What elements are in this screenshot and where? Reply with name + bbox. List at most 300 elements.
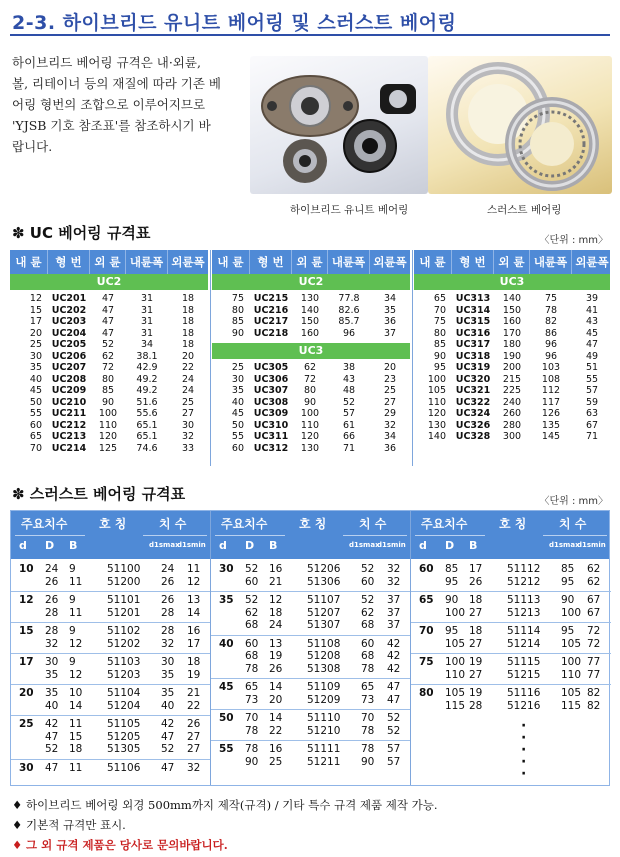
table-cell: 85 (101, 385, 115, 396)
table-cell: 42 (161, 718, 175, 730)
table-cell: 51307 (307, 619, 341, 631)
table-cell: 95 (433, 362, 446, 373)
table-row (414, 305, 610, 317)
col-outer: 외 륜 (292, 250, 328, 274)
table-cell: 96 (342, 327, 356, 339)
table-cell: 115 (561, 699, 582, 712)
table-cell: 42 (45, 718, 59, 730)
table-cell: 65 (433, 293, 446, 304)
table-cell: 45 (29, 385, 42, 396)
table-row (11, 718, 211, 731)
table-cell: 42 (387, 650, 401, 662)
note-text: 그 외 규격 제품은 당사로 문의바랍니다. (26, 838, 228, 852)
thrust-group (211, 743, 411, 768)
header-B: B (269, 539, 278, 552)
table-cell: 260 (502, 408, 522, 419)
thrust-group (11, 718, 211, 756)
table-cell: 10 (19, 563, 34, 575)
uc-header-row (212, 250, 410, 274)
header-da-min: d1smin (577, 541, 606, 549)
table-cell: UC209 (51, 385, 87, 396)
table-row (11, 731, 211, 744)
table-cell: 21 (269, 575, 283, 588)
row-separator (211, 678, 411, 679)
table-cell: 17 (469, 563, 483, 575)
table-row (212, 293, 410, 305)
diamond-bullet-icon: ♦ (12, 818, 23, 832)
table-cell: 90 (231, 327, 244, 339)
header-da-max: d1smax (349, 541, 380, 549)
table-cell: 125 (98, 442, 118, 454)
table-cell: 80 (101, 373, 115, 385)
table-cell: 145 (541, 431, 561, 442)
table-cell: 28 (161, 625, 175, 637)
table-cell: 51204 (107, 699, 141, 712)
header-D: D (445, 539, 455, 552)
table-row (10, 362, 208, 374)
table-cell: UC319 (455, 362, 491, 373)
table-cell: 73 (361, 693, 375, 706)
table-cell: 55 (231, 431, 244, 442)
intro-paragraph (12, 52, 274, 157)
col-model: 형 번 (48, 250, 90, 274)
table-cell: 13 (269, 637, 283, 650)
table-cell: 11 (69, 718, 83, 730)
table-cell: 57 (585, 385, 599, 396)
table-cell: 35 (45, 687, 59, 699)
table-cell: 57 (387, 755, 401, 768)
header-divider (143, 535, 207, 536)
table-cell: 31 (140, 316, 154, 327)
table-cell: 52 (245, 594, 259, 606)
table-cell: 51108 (307, 637, 341, 650)
header-code: 호 칭 (99, 517, 127, 531)
table-cell: 85.7 (338, 316, 360, 327)
row-separator (411, 653, 611, 654)
table-cell: 38.1 (136, 350, 158, 362)
table-cell: 120 (300, 431, 320, 442)
table-cell: 31 (140, 327, 154, 339)
header-da-max: d1smax (149, 541, 180, 549)
table-row (212, 431, 410, 443)
col-inner-width: 내륜폭 (530, 250, 572, 274)
table-cell: 12 (19, 594, 34, 606)
table-cell: 51 (585, 362, 599, 373)
table-cell: 68 (245, 619, 259, 631)
table-row (11, 669, 211, 682)
table-cell: 90 (361, 755, 375, 768)
table-cell: 32 (387, 563, 401, 575)
table-cell: 24 (181, 385, 195, 396)
table-cell: 24 (161, 563, 175, 575)
table-cell: 18 (181, 339, 195, 350)
table-cell: 13 (187, 594, 201, 606)
table-cell: 62 (587, 563, 601, 575)
table-row (211, 619, 411, 632)
table-cell: 16 (187, 625, 201, 637)
table-cell: 68 (361, 650, 375, 662)
table-cell: 51109 (307, 681, 341, 693)
table-cell: UC217 (253, 316, 289, 327)
table-cell: 160 (300, 327, 320, 339)
table-row (211, 607, 411, 620)
table-row (10, 385, 208, 397)
table-cell: 170 (502, 327, 522, 339)
table-cell: 180 (502, 339, 522, 350)
table-row (11, 576, 211, 589)
hybrid-unit-bearing-photo (250, 56, 428, 194)
table-cell: 47 (45, 730, 59, 743)
table-cell: 40 (219, 637, 234, 650)
table-cell: 30 (219, 563, 234, 575)
table-cell: 85 (561, 563, 575, 575)
table-cell: 105 (561, 687, 582, 699)
thrust-spec-table (10, 510, 610, 786)
table-cell: 280 (502, 419, 522, 431)
table-cell: UC317 (455, 339, 491, 350)
table-row (10, 420, 208, 432)
table-cell: 80 (231, 304, 244, 316)
header-d: d (419, 539, 427, 552)
table-cell: 80 (419, 687, 434, 699)
table-cell: 78 (544, 304, 558, 316)
table-cell: UC315 (455, 316, 491, 327)
table-row (211, 712, 411, 725)
table-row (211, 650, 411, 663)
table-cell: 62 (587, 575, 601, 588)
table-cell: 11 (69, 761, 83, 774)
header-divider (543, 535, 607, 536)
header-D: D (245, 539, 255, 552)
table-row (10, 431, 208, 443)
table-cell: 27 (469, 668, 483, 681)
table-cell: 35 (45, 668, 59, 681)
table-cell: 30 (19, 761, 34, 774)
table-cell: 15 (29, 304, 42, 316)
table-cell: 52 (45, 743, 59, 755)
table-cell: 45 (231, 408, 244, 419)
thrust-panel-2 (211, 511, 411, 785)
table-cell: 67 (587, 606, 601, 619)
thrust-group (211, 712, 411, 737)
table-cell: 103 (541, 362, 561, 373)
table-cell: 85 (433, 339, 446, 350)
row-separator (411, 622, 611, 623)
table-cell: 30 (161, 656, 175, 668)
thrust-header (11, 511, 211, 559)
thrust-group (11, 656, 211, 681)
table-cell: UC206 (51, 350, 87, 362)
row-separator (211, 740, 411, 741)
table-cell: 150 (300, 316, 320, 327)
col-model: 형 번 (452, 250, 494, 274)
table-cell: 26 (469, 575, 483, 588)
table-cell: 51207 (307, 606, 341, 619)
table-row (211, 594, 411, 607)
table-cell: UC314 (455, 304, 491, 316)
col-outer: 외 륜 (90, 250, 126, 274)
table-cell: 47 (387, 681, 401, 693)
table-cell: 45 (585, 327, 599, 339)
table-cell: 12 (69, 637, 83, 650)
table-cell: 51216 (507, 699, 541, 712)
table-cell: 240 (502, 396, 522, 408)
table-cell: 130 (300, 442, 320, 454)
table-cell: 47 (161, 730, 175, 743)
uc-group-label: UC2 (10, 274, 208, 290)
row-separator (11, 715, 211, 716)
table-cell: 40 (161, 699, 175, 712)
table-cell: UC205 (51, 339, 87, 350)
uc-body (414, 290, 610, 443)
table-cell: 38 (342, 362, 356, 373)
uc-header-row (414, 250, 610, 274)
uc-group-label: UC3 (212, 343, 410, 359)
table-cell: 28 (45, 625, 59, 637)
table-cell: UC309 (253, 408, 289, 419)
table-cell: UC310 (253, 419, 289, 431)
table-row (212, 397, 410, 409)
table-cell: 32 (383, 419, 397, 431)
table-row (11, 700, 211, 713)
table-cell: 20 (29, 327, 42, 339)
table-cell: 47 (101, 304, 115, 316)
table-row (10, 374, 208, 386)
row-separator (11, 591, 211, 592)
table-cell: 51103 (107, 656, 141, 668)
table-cell: 51209 (307, 693, 341, 706)
thrust-panel-3 (411, 511, 609, 785)
uc-section-title: ✽ UC 베어링 규격표 (12, 224, 151, 242)
table-row (414, 408, 610, 420)
table-cell: 126 (541, 408, 561, 419)
table-cell: 130 (300, 293, 320, 304)
table-row (11, 687, 211, 700)
thrust-group (211, 638, 411, 676)
table-cell: 75 (544, 293, 558, 304)
table-cell: 30 (29, 350, 42, 362)
table-row (10, 351, 208, 363)
row-separator (211, 709, 411, 710)
table-cell: 60 (245, 575, 259, 588)
table-cell: 36 (383, 316, 397, 327)
table-cell: 20 (383, 362, 397, 373)
table-cell: 50 (29, 396, 42, 408)
table-cell: 140 (427, 431, 446, 442)
table-row (11, 656, 211, 669)
table-cell: 140 (502, 293, 522, 304)
table-cell: 78 (245, 724, 259, 737)
table-cell: 32 (161, 637, 175, 650)
row-separator (11, 759, 211, 760)
table-cell: 31 (140, 304, 154, 316)
col-outer: 외 륜 (494, 250, 530, 274)
table-cell: 100 (561, 606, 582, 619)
table-cell: UC318 (455, 350, 491, 362)
table-cell: 49 (585, 350, 599, 362)
row-separator (411, 591, 611, 592)
table-cell: 51105 (107, 718, 141, 730)
table-cell: 82.6 (338, 304, 360, 316)
header-main-dims: 주요치수 (421, 517, 468, 531)
table-cell: 65 (29, 431, 42, 442)
table-cell: 42 (387, 637, 401, 650)
diamond-bullet-icon: ♦ (12, 798, 23, 812)
table-cell: 18 (181, 293, 195, 304)
table-cell: 18 (269, 606, 283, 619)
table-cell: UC203 (51, 316, 87, 327)
diamond-bullet-icon: ♦ (12, 838, 23, 852)
col-inner: 내 륜 (212, 250, 250, 274)
col-model: 형 번 (250, 250, 292, 274)
table-cell: 9 (69, 563, 76, 575)
table-cell: 22 (187, 699, 201, 712)
table-cell: 42 (387, 662, 401, 675)
table-row (211, 663, 411, 676)
table-cell: 110 (561, 668, 582, 681)
table-cell: UC324 (455, 408, 491, 419)
table-cell: 10 (69, 687, 83, 699)
table-row (10, 305, 208, 317)
header-code: 호 칭 (499, 517, 527, 531)
table-row (212, 305, 410, 317)
table-cell: 26 (45, 575, 59, 588)
table-cell: 60 (419, 563, 434, 575)
table-cell: 25 (19, 718, 34, 730)
table-cell: 51213 (507, 606, 541, 619)
table-cell: 51201 (107, 606, 141, 619)
table-cell: 90 (445, 594, 459, 606)
table-cell: 51305 (107, 743, 141, 755)
uc-divider (210, 250, 211, 466)
table-cell: 20 (19, 687, 34, 699)
table-cell: 35 (161, 687, 175, 699)
table-cell: 26 (269, 662, 283, 675)
header-divider (343, 535, 407, 536)
table-cell: 51102 (107, 625, 141, 637)
table-cell: 78 (361, 662, 375, 675)
table-cell: 18 (469, 594, 483, 606)
table-cell: UC328 (455, 431, 491, 442)
header-B: B (69, 539, 78, 552)
col-outer-width: 외륜폭 (373, 255, 407, 269)
table-cell: 27 (469, 637, 483, 650)
table-row (10, 408, 208, 420)
header-main-dims: 주요치수 (221, 517, 268, 531)
table-cell: 72 (101, 362, 115, 373)
table-cell: 75 (231, 293, 244, 304)
table-cell: 28 (45, 606, 59, 619)
table-cell: UC305 (253, 362, 289, 373)
table-row (414, 431, 610, 443)
table-row (414, 293, 610, 305)
table-cell: 52 (361, 594, 375, 606)
table-cell: 95 (445, 625, 459, 637)
table-row (11, 607, 211, 620)
table-cell: 110 (445, 668, 466, 681)
table-cell: 17 (19, 656, 34, 668)
table-cell: 18 (181, 304, 195, 316)
table-cell: 51111 (307, 743, 341, 755)
table-row (11, 762, 211, 775)
table-cell: 59 (585, 396, 599, 408)
intro-line: 'YJSB 기호 참조표'를 참조하시기 바 (12, 118, 211, 133)
table-cell: 120 (98, 431, 118, 442)
table-row (411, 625, 611, 638)
table-cell: 51116 (507, 687, 541, 699)
table-cell: 47 (45, 761, 59, 774)
table-cell: 100 (445, 656, 466, 668)
table-cell: 49.2 (136, 385, 158, 396)
table-cell: 200 (502, 362, 522, 373)
table-cell: 86 (544, 327, 558, 339)
table-row (414, 328, 610, 340)
table-row (212, 362, 410, 374)
table-cell: 26 (187, 718, 201, 730)
table-cell: UC306 (253, 373, 289, 385)
table-cell: 34 (140, 339, 154, 350)
col-inner: 내 륜 (414, 250, 452, 274)
table-cell: 51210 (307, 724, 341, 737)
table-cell: 18 (469, 625, 483, 637)
uc-panel-3 (414, 250, 610, 466)
table-cell: 47 (585, 339, 599, 350)
photo-caption-unit: 하이브리드 유니트 베어링 (290, 204, 409, 216)
table-cell: 110 (427, 396, 446, 408)
table-cell: 11 (69, 606, 83, 619)
table-cell: UC215 (253, 293, 289, 304)
table-cell: UC322 (455, 396, 491, 408)
table-cell: 51203 (107, 668, 141, 681)
uc-divider (412, 250, 413, 466)
table-cell: 73 (245, 693, 259, 706)
table-cell: UC320 (455, 373, 491, 385)
table-cell: 105 (427, 385, 446, 396)
table-row (212, 408, 410, 420)
header-D: D (45, 539, 55, 552)
note-item (12, 815, 438, 835)
table-cell: 70 (419, 625, 434, 637)
table-cell: 52 (342, 396, 356, 408)
table-cell: 78 (361, 724, 375, 737)
table-cell: 26 (45, 594, 59, 606)
thrust-group (11, 687, 211, 712)
table-cell: 20 (181, 350, 195, 362)
table-cell: 61 (342, 419, 356, 431)
table-cell: 37 (387, 594, 401, 606)
table-cell: 63 (585, 408, 599, 419)
table-row (211, 681, 411, 694)
table-cell: 25 (383, 385, 397, 396)
uc-unit-label: 〈단위 : mm〉 (539, 235, 608, 246)
table-cell: 32 (187, 761, 201, 774)
header-d: d (219, 539, 227, 552)
row-separator (411, 684, 611, 685)
continuation-dots: · · · · · (521, 718, 527, 782)
table-cell: 51100 (107, 563, 141, 575)
table-cell: 51308 (307, 662, 341, 675)
table-row (414, 374, 610, 386)
table-cell: 42.9 (136, 362, 158, 373)
table-cell: 27 (187, 743, 201, 755)
table-row (10, 316, 208, 328)
table-cell: 51214 (507, 637, 541, 650)
table-row (10, 328, 208, 340)
table-cell: 190 (502, 350, 522, 362)
table-row (411, 687, 611, 700)
table-row (414, 316, 610, 328)
table-cell: 51211 (307, 755, 341, 768)
